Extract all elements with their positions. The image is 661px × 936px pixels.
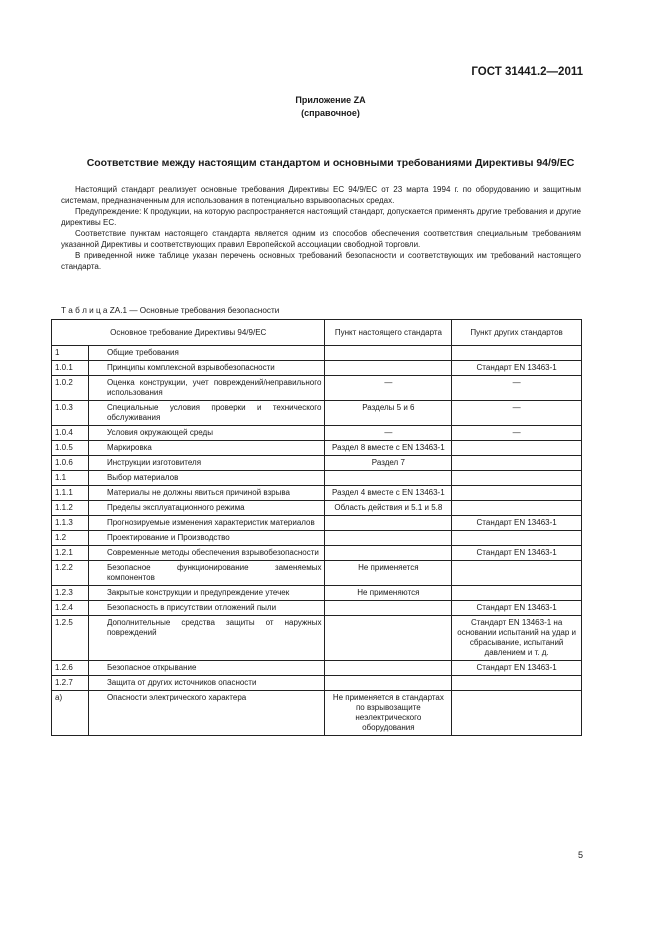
row-number: 1.0.4 <box>52 426 89 441</box>
row-requirement: Прогнозируемые изменения характеристик материалов <box>88 516 325 531</box>
table-row <box>52 376 582 401</box>
row-other-standards <box>452 486 582 501</box>
row-requirement: Специальные условия проверки и технического обслуживания <box>88 401 325 426</box>
requirements-table <box>51 319 582 736</box>
row-requirement: Оценка конструкции, учет повреждений/неправильного использования <box>88 376 325 401</box>
table-row <box>52 426 582 441</box>
paragraph: Настоящий стандарт реализует основные требования Директивы ЕС 94/9/ЕС от 23 марта 1994 г. по оборудованию и защитным системам, предназначенным для использования в потенциально взрывоопасных средах. <box>61 185 581 205</box>
row-own-clause <box>325 661 452 676</box>
row-requirement: Безопасность в присутствии отложений пыли <box>88 601 325 616</box>
table-row <box>52 601 582 616</box>
row-own-clause <box>325 346 452 361</box>
row-own-clause <box>325 601 452 616</box>
table-row <box>52 661 582 676</box>
row-number: 1.1.3 <box>52 516 89 531</box>
row-own-clause <box>325 676 452 691</box>
section-title: Соответствие между настоящим стандартом и основными требованиями Директивы 94/9/EC <box>86 157 575 169</box>
row-number: 1.2 <box>52 531 89 546</box>
row-other-standards: Стандарт EN 13463-1 <box>452 361 582 376</box>
row-own-clause: Раздел 8 вместе с EN 13463-1 <box>325 441 452 456</box>
row-number: 1.0.2 <box>52 376 89 401</box>
row-requirement: Закрытые конструкции и предупреждение утечек <box>88 586 325 601</box>
row-own-clause <box>325 471 452 486</box>
row-requirement: Инструкции изготовителя <box>88 456 325 471</box>
row-requirement: Опасности электрического характера <box>88 691 325 736</box>
table-row <box>52 441 582 456</box>
table-body <box>52 346 582 736</box>
row-number: 1.2.3 <box>52 586 89 601</box>
table-row <box>52 691 582 736</box>
row-other-standards: Стандарт EN 13463-1 <box>452 601 582 616</box>
paragraph: Соответствие пунктам настоящего стандарта является одним из способов обеспечения соответствия специальным требованиям указанной Директивы и соответствующих правил Европейской ассоциации свободной торговли. <box>61 229 581 249</box>
row-own-clause: Раздел 4 вместе с EN 13463-1 <box>325 486 452 501</box>
table-row <box>52 586 582 601</box>
row-other-standards: — <box>452 401 582 426</box>
header-other-standards: Пункт других стандартов <box>452 320 582 346</box>
table-row <box>52 486 582 501</box>
row-number: 1.1.2 <box>52 501 89 516</box>
row-other-standards <box>452 561 582 586</box>
table-row <box>52 401 582 426</box>
row-other-standards: — <box>452 376 582 401</box>
row-number: 1.0.5 <box>52 441 89 456</box>
paragraph: Предупреждение: К продукции, на которую распространяется настоящий стандарт, допускается применять другие требования и другие директивы ЕС. <box>61 207 581 227</box>
row-other-standards <box>452 691 582 736</box>
table-row <box>52 346 582 361</box>
row-other-standards: Стандарт EN 13463-1 на основании испытаний на удар и сбрасывание, испытаний давлением и т. д. <box>452 616 582 661</box>
row-other-standards <box>452 586 582 601</box>
row-own-clause: Не применяется <box>325 561 452 586</box>
row-other-standards <box>452 501 582 516</box>
row-requirement: Принципы комплексной взрывобезопасности <box>88 361 325 376</box>
row-requirement: Выбор материалов <box>88 471 325 486</box>
row-requirement: Общие требования <box>88 346 325 361</box>
table-row <box>52 616 582 661</box>
row-requirement: Проектирование и Производство <box>88 531 325 546</box>
row-number: 1.1 <box>52 471 89 486</box>
row-other-standards: — <box>452 426 582 441</box>
row-requirement: Безопасное функционирование заменяемых компонентов <box>88 561 325 586</box>
row-own-clause: — <box>325 376 452 401</box>
row-own-clause: Раздел 7 <box>325 456 452 471</box>
row-other-standards <box>452 471 582 486</box>
table-row <box>52 546 582 561</box>
annex-title: Приложение ZA <box>295 95 366 105</box>
annex-subtitle: (справочное) <box>301 108 360 118</box>
row-number: 1.2.7 <box>52 676 89 691</box>
row-own-clause <box>325 546 452 561</box>
row-number: 1.2.1 <box>52 546 89 561</box>
table-row <box>52 561 582 586</box>
row-other-standards: Стандарт EN 13463-1 <box>452 516 582 531</box>
row-own-clause: Не применяется в стандартах по взрывозащите неэлектрического оборудования <box>325 691 452 736</box>
table-caption: Т а б л и ц а ZA.1 — Основные требования безопасности <box>61 306 280 315</box>
page-number: 5 <box>577 850 583 860</box>
table-row <box>52 676 582 691</box>
header-own-clause: Пункт настоящего стандарта <box>325 320 452 346</box>
table-row <box>52 361 582 376</box>
row-requirement: Маркировка <box>88 441 325 456</box>
row-own-clause <box>325 361 452 376</box>
row-other-standards <box>452 531 582 546</box>
row-requirement: Пределы эксплуатационного режима <box>88 501 325 516</box>
table-row <box>52 516 582 531</box>
paragraph: В приведенной ниже таблице указан перечень основных требований безопасности и соответствующих им требований настоящего стандарта. <box>61 251 581 271</box>
row-requirement: Материалы не должны явиться причиной взрыва <box>88 486 325 501</box>
row-number: а) <box>52 691 89 736</box>
row-own-clause: Разделы 5 и 6 <box>325 401 452 426</box>
document-code: ГОСТ 31441.2—2011 <box>471 66 583 78</box>
header-requirement: Основное требование Директивы 94/9/EC <box>52 320 325 346</box>
row-other-standards: Стандарт EN 13463-1 <box>452 661 582 676</box>
row-number: 1.0.3 <box>52 401 89 426</box>
row-number: 1.0.1 <box>52 361 89 376</box>
row-own-clause <box>325 516 452 531</box>
row-other-standards: Стандарт EN 13463-1 <box>452 546 582 561</box>
row-own-clause: Не применяются <box>325 586 452 601</box>
row-other-standards <box>452 441 582 456</box>
row-own-clause <box>325 616 452 661</box>
table-row <box>52 501 582 516</box>
body-text <box>61 184 581 272</box>
row-number: 1.2.5 <box>52 616 89 661</box>
row-requirement: Дополнительные средства защиты от наружных повреждений <box>88 616 325 661</box>
row-own-clause: Область действия и 5.1 и 5.8 <box>325 501 452 516</box>
row-requirement: Защита от других источников опасности <box>88 676 325 691</box>
row-own-clause: — <box>325 426 452 441</box>
table-row <box>52 531 582 546</box>
row-number: 1.2.4 <box>52 601 89 616</box>
table-row <box>52 456 582 471</box>
table-row <box>52 471 582 486</box>
row-requirement: Условия окружающей среды <box>88 426 325 441</box>
row-other-standards <box>452 676 582 691</box>
row-other-standards <box>452 456 582 471</box>
row-requirement: Безопасное открывание <box>88 661 325 676</box>
table-header-row <box>52 320 582 346</box>
row-requirement: Современные методы обеспечения взрывобезопасности <box>88 546 325 561</box>
row-other-standards <box>452 346 582 361</box>
row-own-clause <box>325 531 452 546</box>
row-number: 1.0.6 <box>52 456 89 471</box>
row-number: 1.1.1 <box>52 486 89 501</box>
row-number: 1.2.6 <box>52 661 89 676</box>
row-number: 1.2.2 <box>52 561 89 586</box>
row-number: 1 <box>52 346 89 361</box>
